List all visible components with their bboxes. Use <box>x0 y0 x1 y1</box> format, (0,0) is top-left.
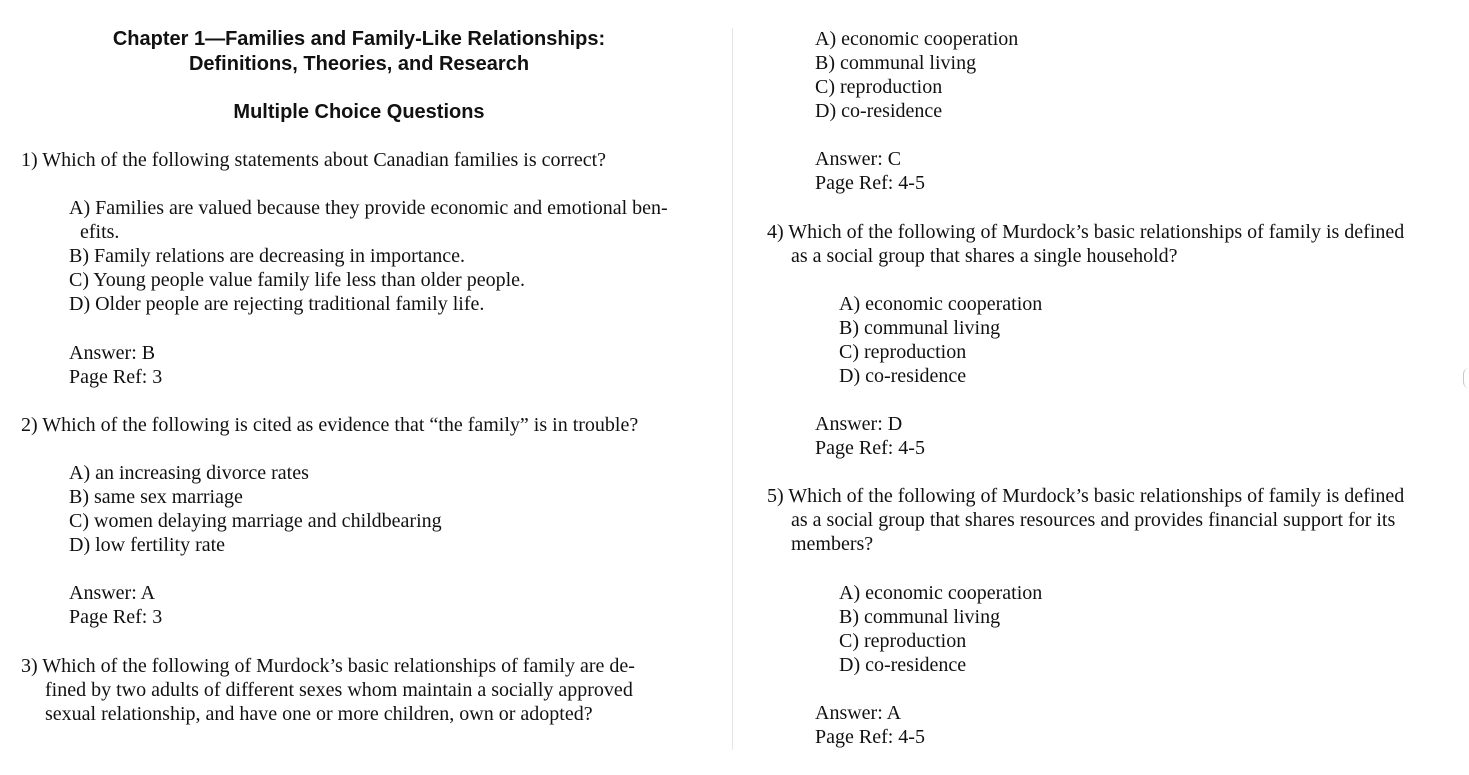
option-b: B) same sex marriage <box>69 486 243 508</box>
question-text-continued: sexual relationship, and have one or more children, own or adopted? <box>45 703 593 725</box>
page-ref: Page Ref: 4-5 <box>815 437 925 459</box>
option-d: D) co-residence <box>815 100 943 122</box>
section-title: Multiple Choice Questions <box>233 101 485 123</box>
answer: Answer: A <box>69 582 156 604</box>
question-text-continued: as a social group that shares resources and provides financial support for its <box>791 509 1396 531</box>
question-text: 3) Which of the following of Murdock’s basic relationships of family are de- <box>21 655 635 677</box>
option-a: A) Families are valued because they provide economic and emotional ben- <box>69 197 668 219</box>
page-ref: Page Ref: 3 <box>69 606 163 628</box>
option-d: D) co-residence <box>839 654 967 676</box>
answer: Answer: D <box>815 413 903 435</box>
option-c: C) Young people value family life less than older people. <box>69 269 526 291</box>
chapter-subtitle: Definitions, Theories, and Research <box>188 53 530 75</box>
question-text-continued: members? <box>791 533 874 555</box>
option-a: A) economic cooperation <box>815 28 1019 50</box>
option-a: A) an increasing divorce rates <box>69 462 309 484</box>
option-b: B) communal living <box>839 606 1001 628</box>
option-b: B) Family relations are decreasing in importance. <box>69 245 465 267</box>
option-a-continued: efits. <box>80 221 120 243</box>
scroll-edge-marker <box>1463 368 1469 388</box>
answer: Answer: C <box>815 148 902 170</box>
chapter-title: Chapter 1—Families and Family-Like Relationships: <box>112 28 606 50</box>
option-c: C) reproduction <box>815 76 943 98</box>
option-b: B) communal living <box>839 317 1001 339</box>
page-ref: Page Ref: 4-5 <box>815 172 925 194</box>
page-ref: Page Ref: 4-5 <box>815 726 925 748</box>
option-d: D) co-residence <box>839 365 967 387</box>
page-divider <box>732 28 733 750</box>
option-d: D) low fertility rate <box>69 534 226 556</box>
option-c: C) reproduction <box>839 630 967 652</box>
question-text: 4) Which of the following of Murdock’s basic relationships of family is defined <box>767 221 1405 243</box>
option-c: C) women delaying marriage and childbearing <box>69 510 442 532</box>
answer: Answer: B <box>69 342 156 364</box>
question-text-continued: fined by two adults of different sexes whom maintain a socially approved <box>45 679 633 701</box>
option-a: A) economic cooperation <box>839 293 1043 315</box>
answer: Answer: A <box>815 702 902 724</box>
option-d: D) Older people are rejecting traditional family life. <box>69 293 485 315</box>
page-ref: Page Ref: 3 <box>69 366 163 388</box>
option-b: B) communal living <box>815 52 977 74</box>
question-text-continued: as a social group that shares a single household? <box>791 245 1178 267</box>
option-a: A) economic cooperation <box>839 582 1043 604</box>
question-text: 2) Which of the following is cited as evidence that “the family” is in trouble? <box>21 414 639 436</box>
question-text: 5) Which of the following of Murdock’s basic relationships of family is defined <box>767 485 1405 507</box>
question-text: 1) Which of the following statements about Canadian families is correct? <box>21 149 607 171</box>
option-c: C) reproduction <box>839 341 967 363</box>
